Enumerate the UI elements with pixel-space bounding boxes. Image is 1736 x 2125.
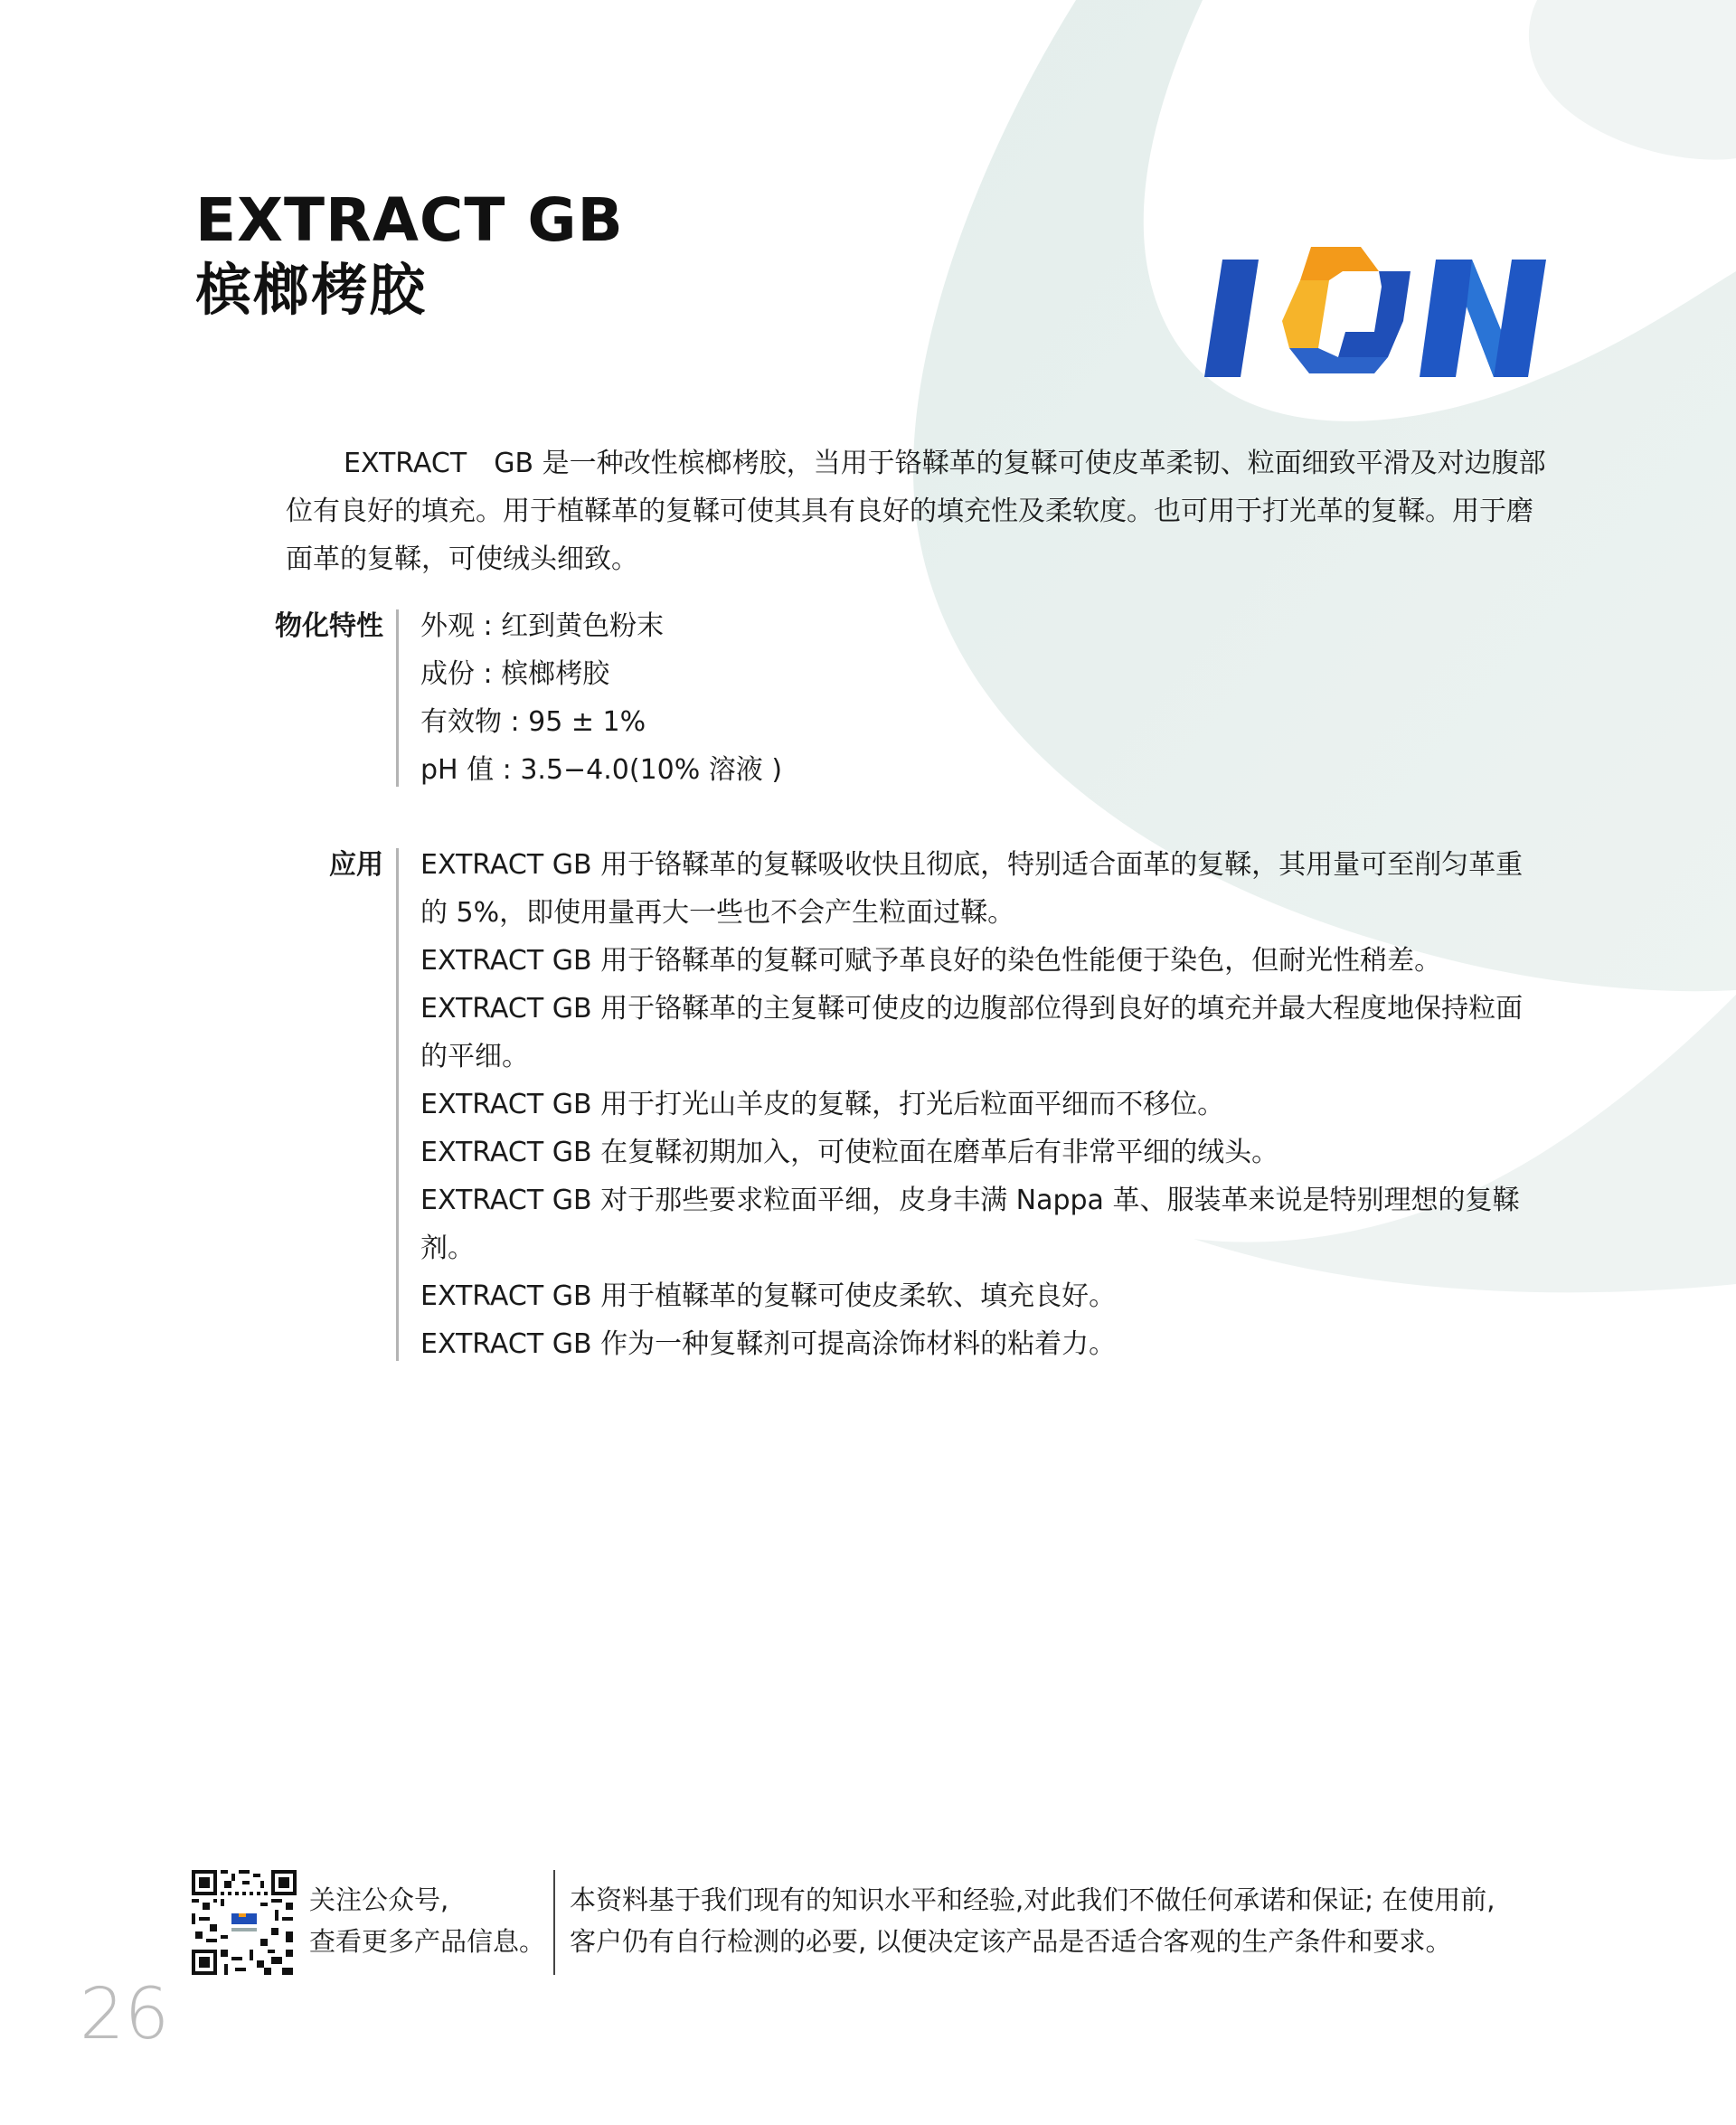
property-item: 外观 : 红到黄色粉末 xyxy=(420,610,665,642)
application-item: EXTRACT GB 在复鞣初期加入，可使粒面在磨革后有非常平细的绒头。 xyxy=(420,1137,1279,1168)
follow-text xyxy=(309,1870,553,1962)
application-item: EXTRACT GB 用于铬鞣革的复鞣吸收快且彻底，特别适合面革的复鞣，其用量可至削匀革重的 5%，即使用量再大一些也不会产生粒面过鞣。 xyxy=(420,849,1524,929)
footer-divider xyxy=(553,1870,555,1975)
title-english: EXTRACT GB xyxy=(195,185,624,255)
page-number: 26 xyxy=(80,1974,170,2055)
applications-label: 应用 xyxy=(329,849,383,881)
properties-label: 物化特性 xyxy=(275,610,383,642)
application-item: EXTRACT GB 用于铬鞣革的主复鞣可使皮的边腹部位得到良好的填充并最大程度地保持粒面的平细。 xyxy=(420,993,1524,1072)
application-item: EXTRACT GB 用于铬鞣革的复鞣可赋予革良好的染色性能便于染色，但耐光性稍差。 xyxy=(420,945,1442,977)
disclaimer-text xyxy=(570,1870,1495,1962)
application-item: EXTRACT GB 作为一种复鞣剂可提高涂饰材料的粘着力。 xyxy=(420,1328,1117,1360)
properties-list xyxy=(399,602,1548,794)
page-title xyxy=(195,185,624,325)
application-item: EXTRACT GB 用于打光山羊皮的复鞣，打光后粒面平细而不移位。 xyxy=(420,1089,1225,1120)
disclaimer-line-1: 本资料基于我们现有的知识水平和经验,对此我们不做任何承诺和保证; 在使用前, xyxy=(570,1884,1495,1915)
properties-section xyxy=(181,602,1548,794)
property-item: 有效物 : 95 ± 1% xyxy=(420,706,646,738)
title-chinese: 槟榔栲胶 xyxy=(195,257,428,323)
applications-list xyxy=(399,841,1548,1368)
disclaimer-line-2: 客户仍有自行检测的必要, 以便决定该产品是否适合客观的生产条件和要求。 xyxy=(570,1926,1452,1957)
follow-line-1: 关注公众号, xyxy=(309,1884,449,1915)
application-item: EXTRACT GB 对于那些要求粒面平细，皮身丰满 Nappa 革、服装革来说是特别理想的复鞣剂。 xyxy=(420,1185,1520,1264)
ion-logo xyxy=(1203,231,1551,380)
follow-line-2: 查看更多产品信息。 xyxy=(309,1926,546,1957)
intro-paragraph: EXTRACT GB 是一种改性槟榔栲胶，当用于铬鞣革的复鞣可使皮革柔韧、粒面细致平滑及对边腹部位有良好的填充。用于植鞣革的复鞣可使其具有良好的填充性及柔软度。也可用于打光革的复鞣。用于磨面革的复鞣，可使绒头细致。 xyxy=(286,448,1546,575)
application-item: EXTRACT GB 用于植鞣革的复鞣可使皮柔软、填充良好。 xyxy=(420,1280,1117,1312)
property-item: pH 值 : 3.5−4.0(10% 溶液 ) xyxy=(420,754,783,786)
applications-section xyxy=(181,841,1548,1368)
footer xyxy=(192,1870,1548,1979)
qr-code-icon[interactable] xyxy=(192,1870,297,1975)
property-item: 成份 : 槟榔栲胶 xyxy=(420,658,610,690)
